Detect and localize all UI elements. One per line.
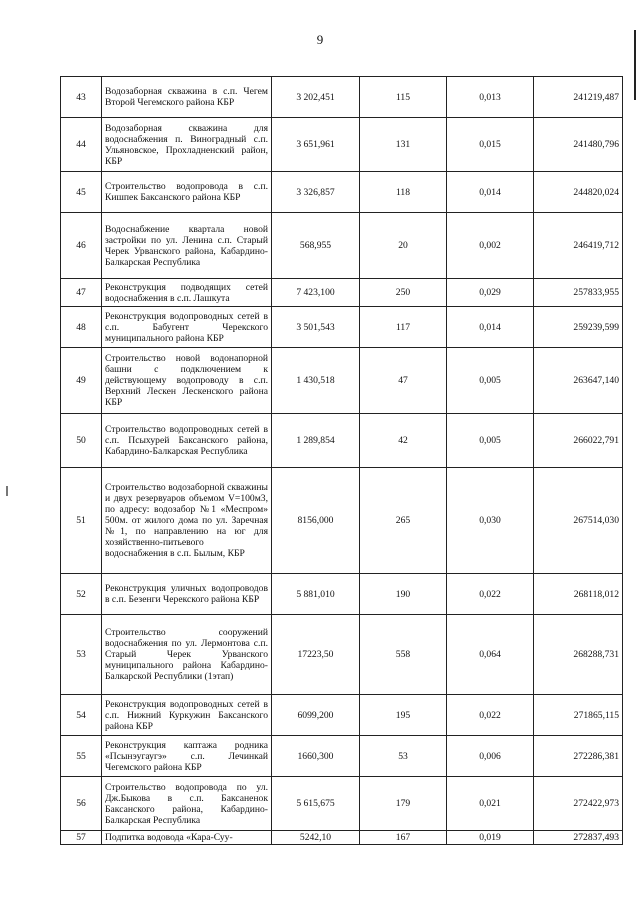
project-name: Строительство водопроводных сетей в с.п. Псыхурей Баксанского района, Кабардино-Балкарская Республика <box>102 414 272 468</box>
cost-value: 5 881,010 <box>272 574 360 615</box>
length-value: 118 <box>360 172 447 213</box>
project-name: Реконструкция водопроводных сетей в с.п. Нижний Куркужин Баксанского района КБР <box>102 695 272 736</box>
table-row <box>61 77 623 118</box>
cost-value: 3 651,961 <box>272 118 360 172</box>
row-number: 50 <box>61 414 102 468</box>
row-number: 48 <box>61 307 102 348</box>
project-name: Строительство водозаборной скважины и двух резервуаров объемом V=100м3, по адресу: водозабор №1 «Меспром» 500м. от жилого дома по ул. Заречная №1, по направлению на юг для хозяйственно-питьевого водоснабжения в с.п. Былым, КБР <box>102 468 272 574</box>
cumulative-value: 246419,712 <box>534 213 623 279</box>
share-value: 0,006 <box>447 736 534 777</box>
cost-value: 8156,000 <box>272 468 360 574</box>
share-value: 0,064 <box>447 615 534 695</box>
row-number: 53 <box>61 615 102 695</box>
project-name: Водозаборная скважина для водоснабжения п. Виноградный с.п. Ульяновское, Прохладненский район, КБР <box>102 118 272 172</box>
cost-value: 3 202,451 <box>272 77 360 118</box>
share-value: 0,030 <box>447 468 534 574</box>
share-value: 0,022 <box>447 695 534 736</box>
share-value: 0,013 <box>447 77 534 118</box>
length-value: 195 <box>360 695 447 736</box>
cost-value: 1 430,518 <box>272 348 360 414</box>
share-value: 0,005 <box>447 348 534 414</box>
table-row <box>61 574 623 615</box>
cumulative-value: 268118,012 <box>534 574 623 615</box>
project-name: Строительство водопровода по ул. Дж.Быкова в с.п. Баксаненок Баксанского района, Кабардино-Балкарская Республика <box>102 777 272 831</box>
row-number: 47 <box>61 279 102 307</box>
length-value: 20 <box>360 213 447 279</box>
row-number: 44 <box>61 118 102 172</box>
length-value: 179 <box>360 777 447 831</box>
table-body <box>61 77 623 845</box>
project-name: Реконструкция подводящих сетей водоснабжения в с.п. Лашкута <box>102 279 272 307</box>
cost-value: 17223,50 <box>272 615 360 695</box>
cumulative-value: 266022,791 <box>534 414 623 468</box>
cumulative-value: 272837,493 <box>534 831 623 845</box>
cumulative-value: 259239,599 <box>534 307 623 348</box>
cumulative-value: 272422,973 <box>534 777 623 831</box>
cost-value: 3 326,857 <box>272 172 360 213</box>
share-value: 0,021 <box>447 777 534 831</box>
row-number: 55 <box>61 736 102 777</box>
cumulative-value: 268288,731 <box>534 615 623 695</box>
project-name: Подпитка водовода «Кара-Суу- <box>102 831 272 845</box>
table-row <box>61 777 623 831</box>
cumulative-value: 267514,030 <box>534 468 623 574</box>
project-name: Водозаборная скважина в с.п. Чегем Второй Чегемского района КБР <box>102 77 272 118</box>
table-row <box>61 831 623 845</box>
cumulative-value: 244820,024 <box>534 172 623 213</box>
projects-table <box>60 76 623 845</box>
project-name: Реконструкция водопроводных сетей в с.п. Бабугент Черекского муниципального района КБР <box>102 307 272 348</box>
table-row <box>61 414 623 468</box>
table-row <box>61 172 623 213</box>
length-value: 250 <box>360 279 447 307</box>
cumulative-value: 272286,381 <box>534 736 623 777</box>
table-row <box>61 213 623 279</box>
cumulative-value: 241219,487 <box>534 77 623 118</box>
length-value: 115 <box>360 77 447 118</box>
page-number: 9 <box>316 32 324 47</box>
project-name: Реконструкция уличных водопроводов в с.п. Безенги Черекского района КБР <box>102 574 272 615</box>
row-number: 51 <box>61 468 102 574</box>
row-number: 57 <box>61 831 102 845</box>
row-number: 46 <box>61 213 102 279</box>
cost-value: 3 501,543 <box>272 307 360 348</box>
cumulative-value: 241480,796 <box>534 118 623 172</box>
share-value: 0,019 <box>447 831 534 845</box>
length-value: 190 <box>360 574 447 615</box>
cost-value: 568,955 <box>272 213 360 279</box>
length-value: 265 <box>360 468 447 574</box>
share-value: 0,005 <box>447 414 534 468</box>
scan-edge-mark <box>634 30 636 100</box>
table-row <box>61 118 623 172</box>
cost-value: 5242,10 <box>272 831 360 845</box>
scan-margin-mark <box>6 486 8 496</box>
row-number: 56 <box>61 777 102 831</box>
cost-value: 5 615,675 <box>272 777 360 831</box>
row-number: 43 <box>61 77 102 118</box>
length-value: 47 <box>360 348 447 414</box>
length-value: 558 <box>360 615 447 695</box>
share-value: 0,015 <box>447 118 534 172</box>
table-row <box>61 736 623 777</box>
cost-value: 1660,300 <box>272 736 360 777</box>
share-value: 0,014 <box>447 172 534 213</box>
cumulative-value: 271865,115 <box>534 695 623 736</box>
row-number: 45 <box>61 172 102 213</box>
table-row <box>61 279 623 307</box>
project-name: Водоснабжение квартала новой застройки по ул. Ленина с.п. Старый Черек Урванского района, Кабардино-Балкарская Республика <box>102 213 272 279</box>
cost-value: 7 423,100 <box>272 279 360 307</box>
length-value: 53 <box>360 736 447 777</box>
project-name: Строительство водопровода в с.п. Кишпек Баксанского района КБР <box>102 172 272 213</box>
cost-value: 6099,200 <box>272 695 360 736</box>
table-row <box>61 348 623 414</box>
table-row <box>61 468 623 574</box>
row-number: 52 <box>61 574 102 615</box>
table-row <box>61 695 623 736</box>
length-value: 117 <box>360 307 447 348</box>
share-value: 0,002 <box>447 213 534 279</box>
project-name: Строительство сооружений водоснабжения по ул. Лермонтова с.п. Старый Черек Урванского муниципального района Кабардино-Балкарской Республики (1этап) <box>102 615 272 695</box>
length-value: 167 <box>360 831 447 845</box>
length-value: 42 <box>360 414 447 468</box>
project-name: Строительство новой водонапорной башни с подключением к действующему водопроводу в с.п. Верхний Лескен Лескенского района КБР <box>102 348 272 414</box>
table-row <box>61 615 623 695</box>
share-value: 0,029 <box>447 279 534 307</box>
cumulative-value: 263647,140 <box>534 348 623 414</box>
row-number: 54 <box>61 695 102 736</box>
length-value: 131 <box>360 118 447 172</box>
share-value: 0,014 <box>447 307 534 348</box>
cost-value: 1 289,854 <box>272 414 360 468</box>
table-row <box>61 307 623 348</box>
cumulative-value: 257833,955 <box>534 279 623 307</box>
row-number: 49 <box>61 348 102 414</box>
share-value: 0,022 <box>447 574 534 615</box>
project-name: Реконструкция каптажа родника «Псынэугаугэ» с.п. Лечинкай Чегемского района КБР <box>102 736 272 777</box>
